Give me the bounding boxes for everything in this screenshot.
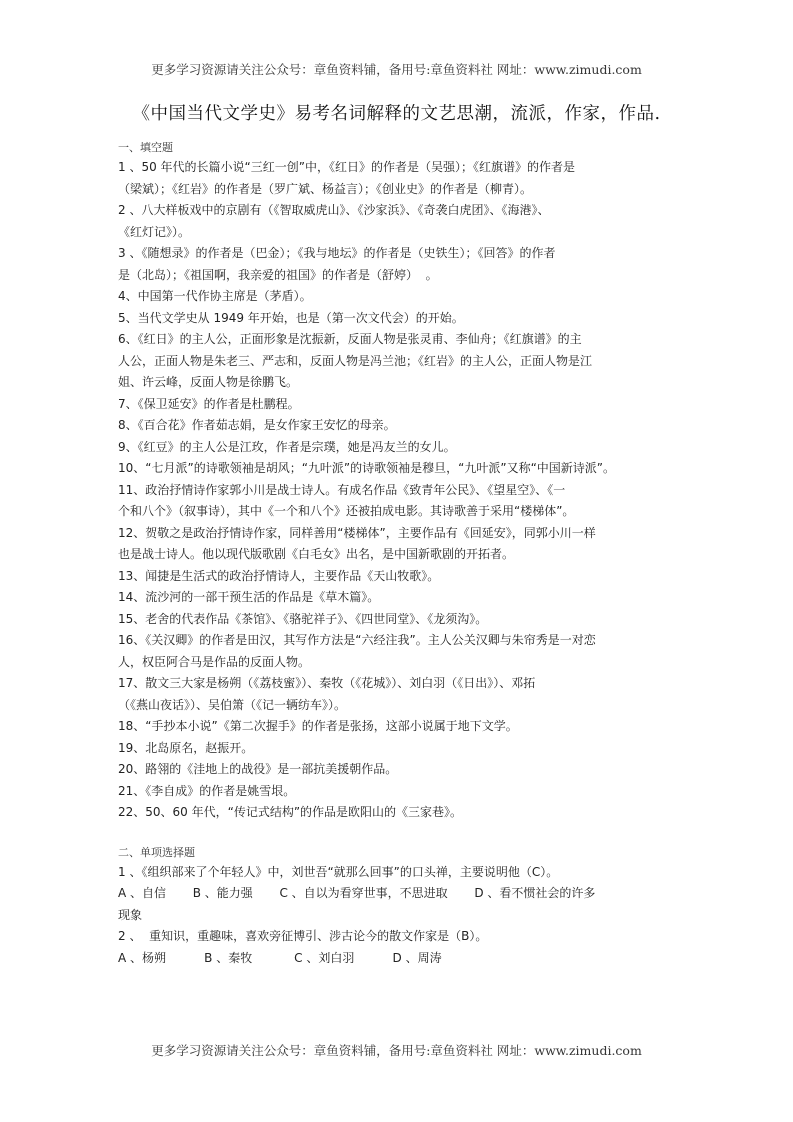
section-heading-fill-in: 一、填空题 <box>118 141 173 154</box>
question-line: 人，权臣阿合马是作品的反面人物。 <box>118 654 311 669</box>
page-header: 更多学习资源请关注公众号：章鱼资料铺，备用号:章鱼资料社 网址：www.zimudi.com <box>151 62 642 77</box>
section-gap <box>118 824 678 844</box>
document-title: 《中国当代文学史》易考名词解释的文艺思潮，流派，作家，作品. <box>132 104 661 124</box>
question-line: 19、北岛原名，赵振开。 <box>118 740 254 755</box>
question-line: 8、《百合花》作者茹志娟，是女作家王安忆的母亲。 <box>118 418 396 432</box>
question-line: 6、《红日》的主人公，正面形象是沈振新，反面人物是张灵甫、李仙舟；《红旗谱》的主 <box>118 332 582 346</box>
document-body <box>118 139 678 969</box>
choice-question-2: 2 、 重知识，重趣味，喜欢旁征博引、涉古论今的散文作家是（B）。 <box>118 929 488 943</box>
choice-question-1: 1 、《组织部来了个年轻人》中，刘世吾“就那么回事”的口头禅，主要说明他（C）。 <box>118 864 559 879</box>
question-line: 7、《保卫延安》的作者是杜鹏程。 <box>118 396 300 411</box>
question-line: 18、“手抄本小说”《第二次握手》的作者是张扬，这部小说属于地下文学。 <box>118 719 518 733</box>
question-line: 15、老舍的代表作品《茶馆》、《骆驼祥子》、《四世同堂》、《龙须沟》。 <box>118 611 488 626</box>
choice-question-1-options: A 、自信 B 、能力强 C 、自以为看穿世事，不思进取 D 、看不惯社会的许多 <box>118 886 596 900</box>
question-line: 9、《红豆》的主人公是江玫，作者是宗璞，她是冯友兰的女儿。 <box>118 439 456 454</box>
question-line: 10、“七月派”的诗歌领袖是胡风；“九叶派”的诗歌领袖是穆旦，“九叶派”又称“中国新诗派”。 <box>118 461 616 475</box>
question-line: 21、《李自成》的作者是姚雪垠。 <box>118 783 296 798</box>
question-line: 《红灯记》）。 <box>118 224 191 239</box>
question-line: 22、50、60 年代，“传记式结构”的作品是欧阳山的《三家巷》。 <box>118 805 463 819</box>
question-line: 13、闻捷是生活式的政治抒情诗人，主要作品《天山牧歌》。 <box>118 568 440 583</box>
question-line: 14、流沙河的一部干预生活的作品是《草木篇》。 <box>118 590 380 604</box>
question-line: 2 、八大样板戏中的京剧有（《智取威虎山》、《沙家浜》、《奇袭白虎团》、《海港》、 <box>118 203 550 217</box>
question-line: 16、《关汉卿》的作者是田汉，其写作方法是“六经注我”。主人公关汉卿与朱帘秀是一对恋 <box>118 633 596 647</box>
question-line: 是（北岛）；《祖国啊，我亲爱的祖国》的作者是（舒婷） 。 <box>118 267 438 282</box>
question-line: 12、贺敬之是政治抒情诗作家，同样善用“楼梯体”，主要作品有《回延安》，同郭小川一样 <box>118 525 596 540</box>
question-line: 1 、50 年代的长篇小说“三红一创”中，《红日》的作者是（吴强）；《红旗谱》的作者是 <box>118 160 575 174</box>
question-line: （《燕山夜话》）、吴伯箫（《记一辆纺车》）。 <box>118 697 347 712</box>
question-line: 5、当代文学史从 1949 年开始，也是（第一次文代会）的开始。 <box>118 310 464 325</box>
choice-question-1-options-cont: 现象 <box>118 907 143 922</box>
question-line: 11、政治抒情诗作家郭小川是战士诗人。有成名作品《致青年公民》、《望星空》、《一 <box>118 482 566 497</box>
fill-in-questions <box>118 157 678 824</box>
question-line: 17、散文三大家是杨朔（《荔枝蜜》）、秦牧（《花城》）、刘白羽（《日出》）、邓拓 <box>118 676 536 690</box>
choice-question-2-options: A 、杨朔 B 、秦牧 C 、刘白羽 D 、周涛 <box>118 950 442 965</box>
question-line: 20、路翎的《洼地上的战役》是一部抗美援朝作品。 <box>118 762 398 776</box>
question-line: 4、中国第一代作协主席是（茅盾）。 <box>118 289 312 303</box>
page-footer: 更多学习资源请关注公众号：章鱼资料铺，备用号:章鱼资料社 网址：www.zimudi.com <box>151 1043 642 1058</box>
question-line: 也是战士诗人。他以现代版歌剧《白毛女》出名，是中国新歌剧的开拓者。 <box>118 547 515 561</box>
question-line: （梁斌）；《红岩》的作者是（罗广斌、杨益言）；《创业史》的作者是（柳青）。 <box>118 181 533 196</box>
question-line: 个和八个》（叙事诗），其中《一个和八个》还被拍成电影。其诗歌善于采用“楼梯体”。 <box>118 504 575 518</box>
section-heading-choice: 二、单项选择题 <box>118 845 195 859</box>
question-line: 3 、《随想录》的作者是（巴金）；《我与地坛》的作者是（史铁生）；《回答》的作者 <box>118 246 556 260</box>
question-line: 姐、许云峰，反面人物是徐鹏飞。 <box>118 375 299 389</box>
question-line: 人公，正面人物是朱老三、严志和，反面人物是冯兰池；《红岩》的主人公，正面人物是江 <box>118 353 593 368</box>
